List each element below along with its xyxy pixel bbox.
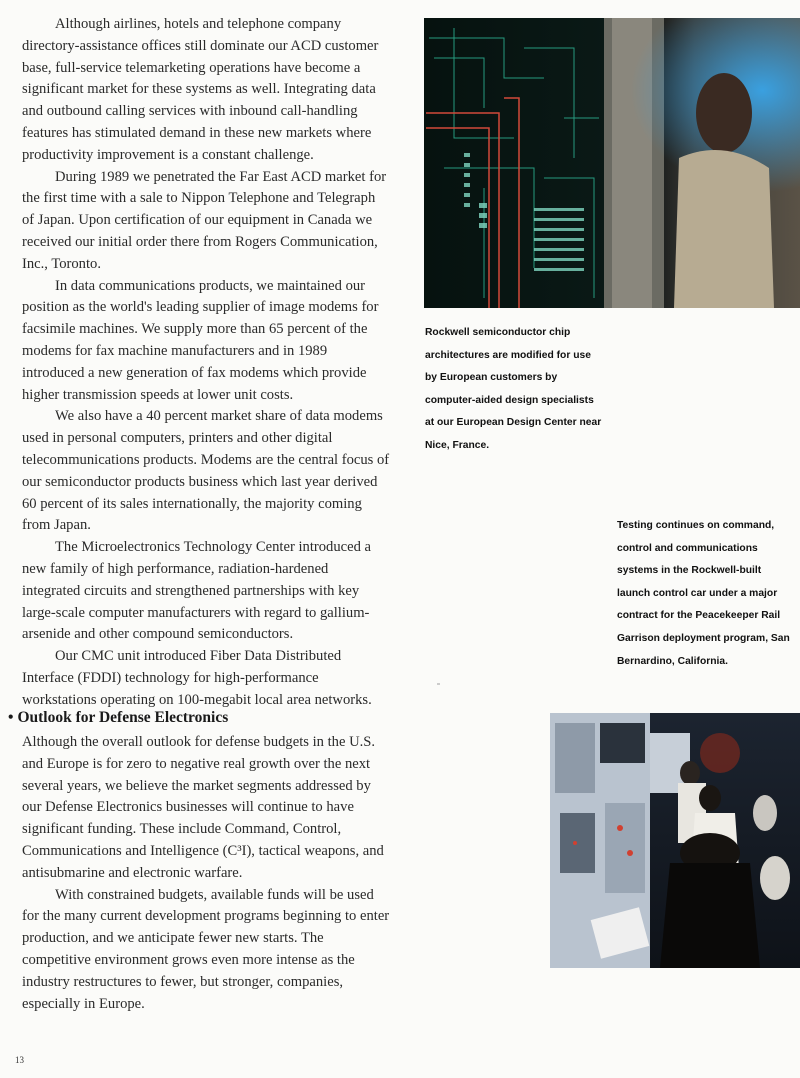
section-heading-text: Outlook for Defense Electronics: [17, 709, 229, 726]
section-heading: [8, 709, 388, 727]
body-paragraph: We also have a 40 percent market share of data modems used in personal computers, printers and other digital telecommunications products. Modems are the central focus of our semiconductor products business which last year derived 60 percent of its sales internationally, the majority coming from Japan.: [22, 408, 390, 534]
page-number: 13: [15, 1055, 24, 1065]
bullet-icon: •: [8, 709, 14, 726]
section-paragraph: Although the overall outlook for defense budgets in the U.S. and Europe is for zero to negative real growth over the next several years, we believe the market segments addressed by our Defense Electronics businesses will continue to have significant funding. These include Command, Control, Communications and Intelligence (C³I), tactical weapons, and antisubmarine and electronic warfare.: [22, 734, 384, 881]
body-paragraph: Our CMC unit introduced Fiber Data Distributed Interface (FDDI) technology for high-performance workstations operating on 100-megabit local area networks.: [22, 648, 372, 708]
section-text-column: [22, 732, 392, 1015]
chip-design-caption: Rockwell semiconductor chip architectures are modified for use by European customers by computer-aided design specialists at our European Design Center near Nice, France.: [425, 327, 602, 451]
launch-control-caption: Testing continues on command, control and communications systems in the Rockwell-built launch control car under a major contract for the Peacekeeper Rail Garrison deployment program, San Bernardino, California.: [617, 520, 790, 667]
body-paragraph: Although airlines, hotels and telephone company directory-assistance offices still dominate our ACD customer base, full-service telemarketing operations have become a significant market for these systems as well. Integrating data and outbound calling services with inbound call-handling features has stimulated demand in these new markets where productivity improvement is a constant challenge.: [22, 16, 379, 163]
body-text-column: [22, 14, 390, 712]
body-paragraph: The Microelectronics Technology Center introduced a new family of high performance, radiation-hardened integrated circuits and strengthened partnerships with key large-scale computer manufacturers with regard to gallium-arsenide and other compound semiconductors.: [22, 539, 372, 643]
print-speck: [437, 683, 440, 685]
chip-design-photo: [424, 18, 800, 308]
body-paragraph: In data communications products, we maintained our position as the world's leading supplier of image modems for facsimile machines. We supply more than 65 percent of the modems for fax machine manufacturers and in 1989 introduced a new generation of fax modems which provide higher transmission speeds at lower unit costs.: [22, 277, 379, 403]
launch-control-photo: [550, 713, 800, 968]
body-paragraph: During 1989 we penetrated the Far East ACD market for the first time with a sale to Nippon Telephone and Telegraph of Japan. Upon certification of our equipment in Canada we received our initial order there from Rogers Communication, Inc., Toronto.: [22, 168, 387, 272]
section-paragraph: With constrained budgets, available funds will be used for the many current development programs beginning to enter production, and we anticipate fewer new starts. The competitive environment grows even more intense as the industry restructures to fewer, but stronger, companies, especially in Europe.: [22, 886, 390, 1012]
